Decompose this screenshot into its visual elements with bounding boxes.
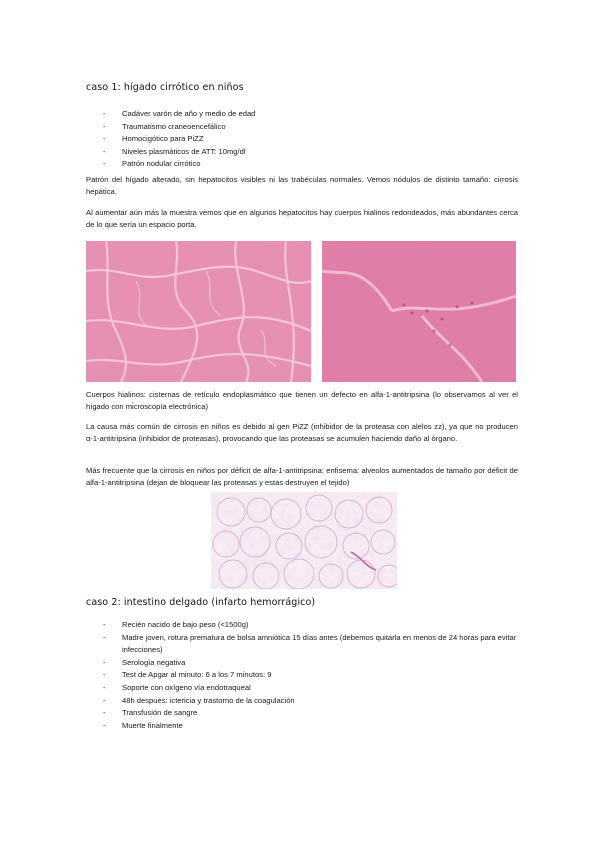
case1-title: caso 1: hígado cirrótico en niños [86, 82, 244, 93]
lung-emphysema-image [211, 492, 397, 589]
list-item: - Recién nacido de bajo peso (<1500g) [86, 619, 526, 632]
list-item: - 48h después: ictericia y trastorno de la coagulación [86, 695, 526, 708]
paragraph-liver-pattern: Patrón del hígado alterado, sin hepatocitos visibles ni las trabéculas normales. Vemos nódulos de distinto tamaño: cirrosis hepática. [86, 175, 518, 196]
liver-high-magnification-image [322, 241, 516, 382]
list-item: - Soporte con oxígeno vía endotraqueal [86, 682, 526, 695]
list-item: - Homocigótico para PiZZ [86, 133, 526, 146]
paragraph-hyaline-bodies: Al aumentar aún más la muestra vemos que en algunos hepatocitos hay cuerpos hialinos redondeados, más abundantes cerca de lo que sería un espacio porta. [86, 208, 518, 229]
list-item: - Madre joven, rotura prematura de bolsa amniótica 15 días antes (debemos quitarla en menos de 24 horas para evitar infecciones) [86, 632, 526, 657]
liver-low-magnification-image [86, 241, 311, 382]
paragraph-hyaline-definition: Cuerpos hialinos: cisternas de retículo endoplasmático que tienen un defecto en alfa-1-antitripsina (lo observamos al ver el hígado con microscopía electrónica) [86, 390, 518, 411]
list-item: - Cadáver varón de año y medio de edad [86, 108, 526, 121]
case2-bullet-list [86, 619, 526, 732]
paragraph-pizz-cause: La causa más común de cirrosis en niños es debido al gen PiZZ (inhibidor de la proteasa con alelos zz), ya que no producen α-1-antitripsina (inhibidor de proteasas), provocando que las proteasas se acumulen haciendo daño al órgano. [86, 422, 518, 443]
paragraph-emphysema: Más frecuente que la cirrosis en niños por déficit de alfa-1-antitripsina: enfisema: alveolos aumentados de tamaño por déficit de alfa-1-antitripsina (dejan de bloquear las proteasas y estas destruyen el tejido) [86, 466, 518, 487]
list-item: - Transfusión de sangre [86, 707, 526, 720]
list-item: - Test de Apgar al minuto: 6 a los 7 minutos: 9 [86, 669, 526, 682]
list-item: - Serología negativa [86, 657, 526, 670]
list-item: - Niveles plasmáticos de ATT: 10mg/dl [86, 146, 526, 159]
list-item: - Traumatismo craneoencefálico [86, 121, 526, 134]
list-item: - Muerte finalmente [86, 720, 526, 733]
list-item: - Patrón nodular cirrótico [86, 158, 526, 171]
case2-title: caso 2: intestino delgado (infarto hemorrágico) [86, 597, 316, 608]
case1-bullet-list [86, 108, 526, 171]
